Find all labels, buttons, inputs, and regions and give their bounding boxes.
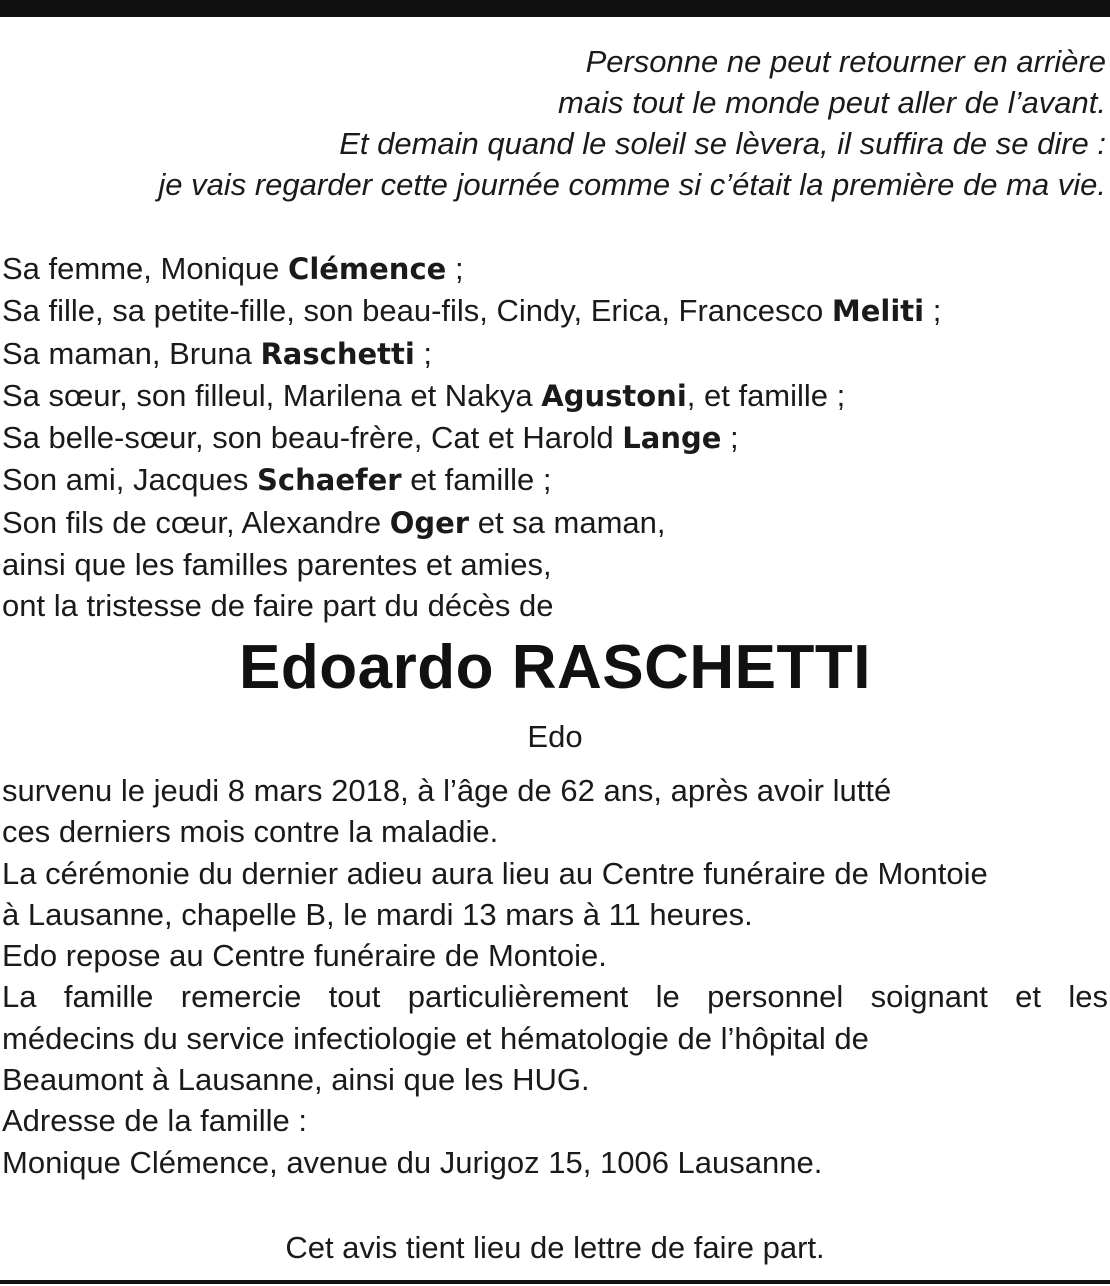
family-text: , et famille ; xyxy=(686,377,846,413)
deceased-nickname: Edo xyxy=(527,719,583,754)
family-line xyxy=(2,544,1102,585)
family-text: ; xyxy=(924,293,942,329)
body-line: La cérémonie du dernier adieu aura lieu au Centre funéraire de Montoie xyxy=(2,855,988,891)
family-surname: Raschetti xyxy=(260,336,415,371)
epigraph-line: je vais regarder cette journée comme si c’était la première de ma vie. xyxy=(158,167,1106,202)
body-line: La famille remercie tout particulièrement le personnel soignant et les xyxy=(2,979,1108,1015)
family-line xyxy=(2,290,1102,332)
family-surname: Oger xyxy=(389,505,470,540)
family-line xyxy=(2,375,1102,417)
family-line xyxy=(2,502,1102,544)
family-surname: Agustoni xyxy=(541,378,687,413)
family-line xyxy=(2,585,1102,626)
family-text: Sa fille, sa petite-fille, son beau-fils, Cindy, Erica, Francesco xyxy=(2,293,832,329)
family-text: Son fils de cœur, Alexandre xyxy=(2,504,390,540)
body-line: Beaumont à Lausanne, ainsi que les HUG. xyxy=(2,1062,590,1098)
epigraph-line: Et demain quand le soleil se lèvera, il suffira de se dire : xyxy=(339,126,1106,161)
epigraph-quote xyxy=(6,41,1106,205)
family-line xyxy=(2,248,1102,290)
family-surname: Lange xyxy=(622,421,722,456)
family-surname: Clémence xyxy=(288,252,447,286)
closing-note: Cet avis tient lieu de lettre de faire part. xyxy=(285,1230,825,1265)
family-surname: Schaefer xyxy=(257,463,402,498)
deceased-name: Edoardo RASCHETTI xyxy=(239,633,871,702)
family-text: ont la tristesse de faire part du décès de xyxy=(2,588,554,624)
family-text: Sa femme, Monique xyxy=(2,251,289,286)
family-line xyxy=(2,417,1102,459)
family-text: Son ami, Jacques xyxy=(2,462,258,498)
notice-body xyxy=(2,770,1108,1183)
family-text: ainsi que les familles parentes et amies, xyxy=(2,547,552,583)
family-text: Sa sœur, son filleul, Marilena et Nakya xyxy=(2,377,542,413)
body-line: Edo repose au Centre funéraire de Montoie. xyxy=(2,938,607,974)
family-text: ; xyxy=(414,335,433,371)
family-surname: Meliti xyxy=(831,294,925,329)
body-line: à Lausanne, chapelle B, le mardi 13 mars à 11 heures. xyxy=(2,896,753,932)
body-line: Monique Clémence, avenue du Jurigoz 15, 1006 Lausanne. xyxy=(2,1144,823,1180)
family-text: ; xyxy=(721,420,739,456)
epigraph-line: mais tout le monde peut aller de l’avant. xyxy=(558,85,1106,120)
family-line xyxy=(2,459,1102,501)
family-text: et sa maman, xyxy=(469,504,666,540)
family-list xyxy=(2,248,1102,627)
family-text: Sa belle-sœur, son beau-frère, Cat et Harold xyxy=(2,420,623,456)
bottom-rule xyxy=(0,1280,1110,1284)
family-text: et famille ; xyxy=(401,462,552,498)
family-line xyxy=(2,333,1102,375)
body-line: Adresse de la famille : xyxy=(2,1103,307,1139)
body-line: ces derniers mois contre la maladie. xyxy=(2,814,499,850)
epigraph-line: Personne ne peut retourner en arrière xyxy=(585,44,1106,79)
family-text: Sa maman, Bruna xyxy=(2,335,261,371)
body-line: survenu le jeudi 8 mars 2018, à l’âge de 62 ans, après avoir lutté xyxy=(2,773,892,808)
body-line: médecins du service infectiologie et hématologie de l’hôpital de xyxy=(2,1020,869,1056)
family-text: ; xyxy=(446,251,464,286)
top-rule xyxy=(0,0,1110,17)
